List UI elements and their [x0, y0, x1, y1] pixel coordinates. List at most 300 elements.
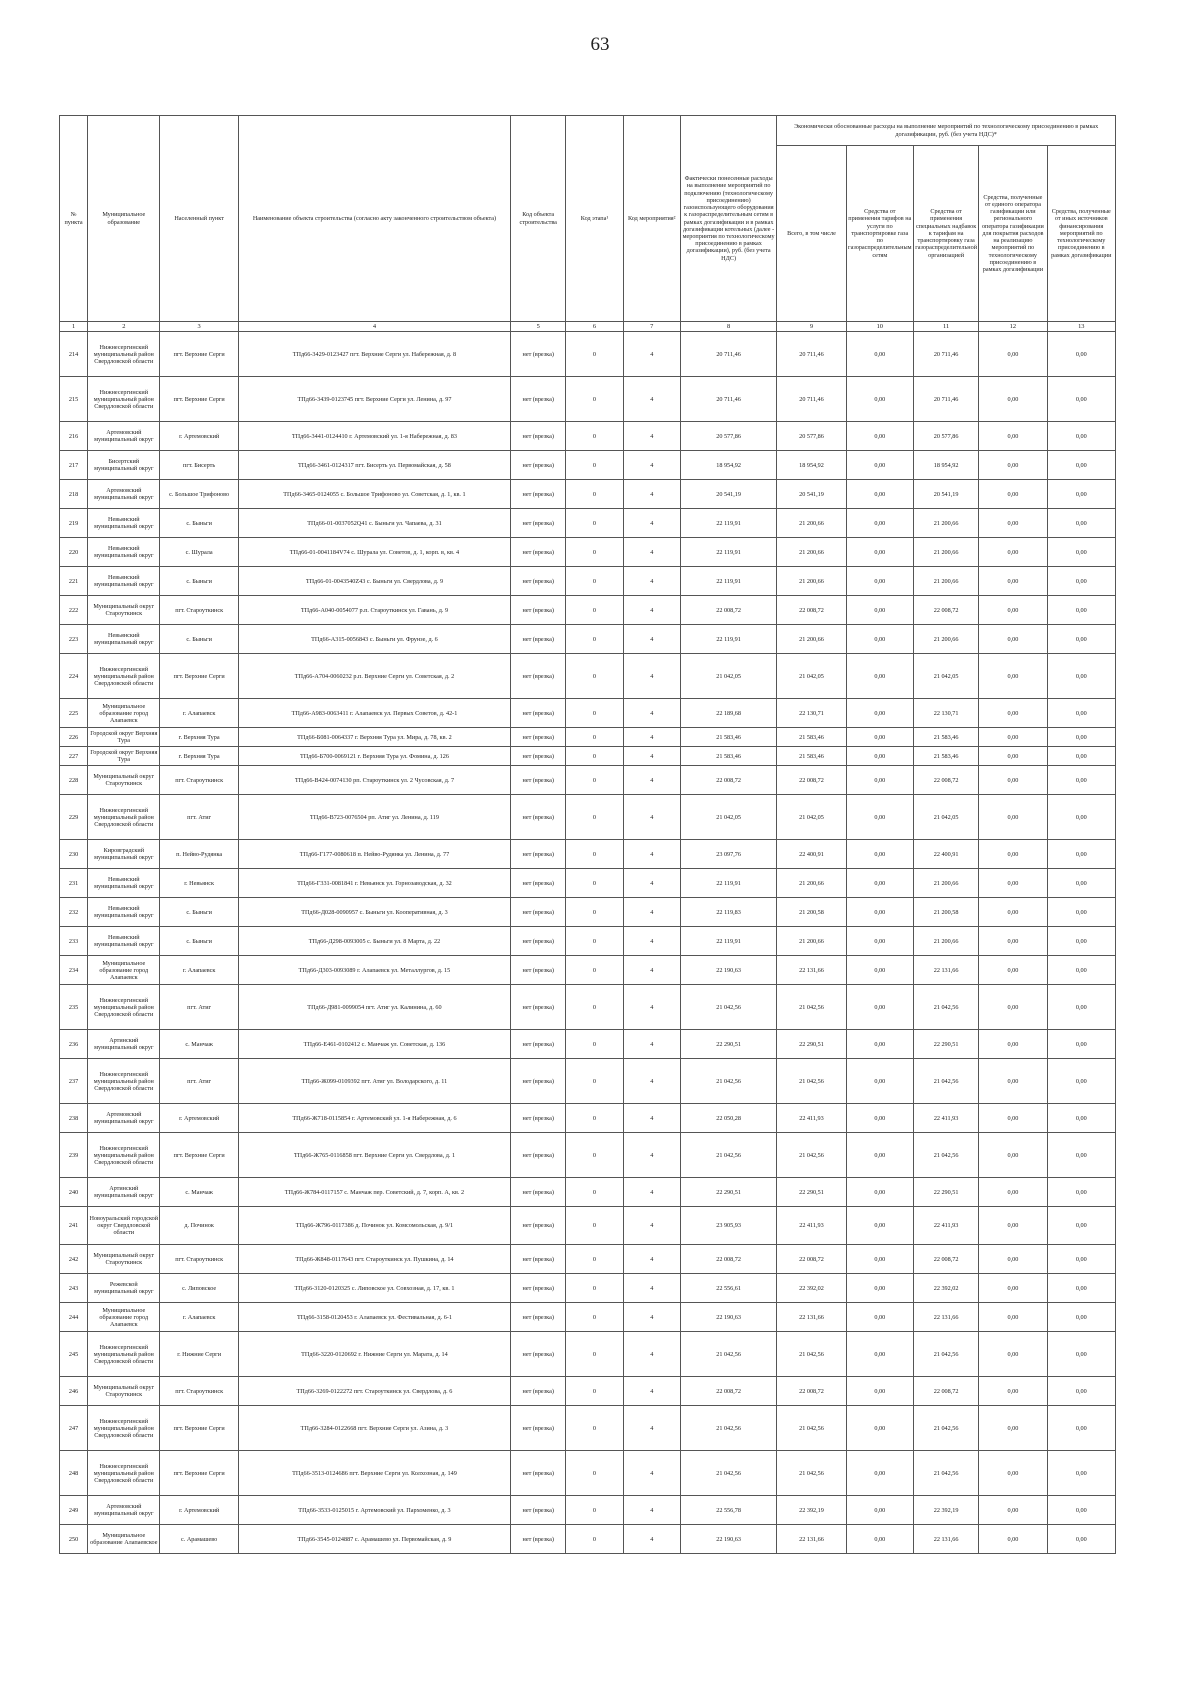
cell-stage-code: 0	[566, 795, 623, 840]
cell-other-funds: 0,00	[1047, 1451, 1115, 1496]
cell-object-code: нет (врезка)	[511, 1245, 566, 1274]
cell-object-code: нет (врезка)	[511, 596, 566, 625]
cell-total: 21 042,56	[777, 1059, 846, 1104]
cell-actual-costs: 22 008,72	[680, 1377, 776, 1406]
header-municipality: Муниципальное образование	[88, 116, 160, 322]
cell-operator-funds: 0,00	[979, 654, 1047, 699]
cell-object-name: ТПд66-В723-0076504 рп. Атиг ул. Ленина, д. 119	[238, 795, 510, 840]
cell-settlement: пгт. Атиг	[160, 1059, 238, 1104]
cell-object-code: нет (врезка)	[511, 840, 566, 869]
cell-row-number: 221	[60, 567, 88, 596]
cell-other-funds: 0,00	[1047, 538, 1115, 567]
cell-municipality: Муниципальный округ Староуткинск	[88, 766, 160, 795]
table-row	[60, 1207, 1116, 1245]
cell-actual-costs: 22 119,83	[680, 898, 776, 927]
cell-surcharge-funds: 20 711,46	[913, 332, 978, 377]
cell-municipality: Нижнесергинский муниципальный район Свердловской области	[88, 1451, 160, 1496]
cell-operator-funds: 0,00	[979, 1406, 1047, 1451]
cell-tariff-funds: 0,00	[846, 1451, 913, 1496]
cell-surcharge-funds: 21 200,66	[913, 869, 978, 898]
cell-municipality: Новоуральский городской округ Свердловской области	[88, 1207, 160, 1245]
cell-settlement: пгт. Староуткинск	[160, 1245, 238, 1274]
cell-tariff-funds: 0,00	[846, 451, 913, 480]
cell-other-funds: 0,00	[1047, 1496, 1115, 1525]
cell-total: 22 131,66	[777, 1525, 846, 1554]
cell-measure-code: 4	[623, 1496, 680, 1525]
cell-object-code: нет (врезка)	[511, 1303, 566, 1332]
cell-total: 22 008,72	[777, 1377, 846, 1406]
cell-object-code: нет (врезка)	[511, 985, 566, 1030]
cell-total: 21 042,56	[777, 1332, 846, 1377]
cell-municipality: Невьянский муниципальный округ	[88, 567, 160, 596]
cell-actual-costs: 21 042,05	[680, 795, 776, 840]
cell-stage-code: 0	[566, 699, 623, 728]
cell-actual-costs: 22 119,91	[680, 509, 776, 538]
cell-object-name: ТПд66-3269-0122272 пгт. Староуткинск ул. Свердлова, д. 6	[238, 1377, 510, 1406]
cell-municipality: Невьянский муниципальный округ	[88, 538, 160, 567]
cell-stage-code: 0	[566, 480, 623, 509]
cell-actual-costs: 20 711,46	[680, 377, 776, 422]
cell-tariff-funds: 0,00	[846, 1303, 913, 1332]
cell-other-funds: 0,00	[1047, 1178, 1115, 1207]
table-row	[60, 1133, 1116, 1178]
cell-surcharge-funds: 22 131,66	[913, 1303, 978, 1332]
cell-row-number: 215	[60, 377, 88, 422]
cell-object-code: нет (врезка)	[511, 766, 566, 795]
cell-other-funds: 0,00	[1047, 422, 1115, 451]
cell-actual-costs: 22 119,91	[680, 927, 776, 956]
cell-measure-code: 4	[623, 377, 680, 422]
cell-tariff-funds: 0,00	[846, 654, 913, 699]
column-number: 13	[1047, 322, 1115, 332]
table-row	[60, 1525, 1116, 1554]
cell-tariff-funds: 0,00	[846, 1207, 913, 1245]
header-other-funds: Средства, полученные от иных источников финансирования мероприятий по технологическому присоединению в рамках догазификации	[1047, 146, 1115, 322]
cell-municipality: Невьянский муниципальный округ	[88, 869, 160, 898]
column-number: 5	[511, 322, 566, 332]
cell-settlement: пгт. Староуткинск	[160, 1377, 238, 1406]
cell-row-number: 236	[60, 1030, 88, 1059]
cell-other-funds: 0,00	[1047, 795, 1115, 840]
cell-row-number: 240	[60, 1178, 88, 1207]
cell-object-name: ТПд66-Д981-0099054 пгт. Атиг ул. Калинина, д. 60	[238, 985, 510, 1030]
cell-total: 22 392,19	[777, 1496, 846, 1525]
cell-surcharge-funds: 21 042,56	[913, 1133, 978, 1178]
cell-surcharge-funds: 22 290,51	[913, 1178, 978, 1207]
cell-tariff-funds: 0,00	[846, 1377, 913, 1406]
cell-total: 22 131,66	[777, 1303, 846, 1332]
cell-tariff-funds: 0,00	[846, 766, 913, 795]
cell-tariff-funds: 0,00	[846, 840, 913, 869]
cell-surcharge-funds: 22 392,02	[913, 1274, 978, 1303]
cell-object-name: ТПд66-А040-0054077 р.п. Староуткинск ул. Гавань, д. 9	[238, 596, 510, 625]
cell-operator-funds: 0,00	[979, 480, 1047, 509]
cell-other-funds: 0,00	[1047, 766, 1115, 795]
cell-operator-funds: 0,00	[979, 898, 1047, 927]
cell-object-code: нет (врезка)	[511, 1451, 566, 1496]
cell-settlement: г. Артемовский	[160, 1496, 238, 1525]
header-object-code: Код объекта строительства	[511, 116, 566, 322]
cell-operator-funds: 0,00	[979, 1525, 1047, 1554]
cell-settlement: г. Верхняя Тура	[160, 747, 238, 766]
cell-object-name: ТПд66-01-0043540Z43 с. Быньги ул. Свердлова, д. 9	[238, 567, 510, 596]
cell-object-name: ТПд66-Ж765-0116858 пгт. Верхние Серги ул. Свердлова, д. 1	[238, 1133, 510, 1178]
cell-measure-code: 4	[623, 1406, 680, 1451]
cell-row-number: 243	[60, 1274, 88, 1303]
cell-surcharge-funds: 21 200,66	[913, 927, 978, 956]
cell-tariff-funds: 0,00	[846, 625, 913, 654]
cell-measure-code: 4	[623, 1303, 680, 1332]
table-row	[60, 422, 1116, 451]
cell-object-name: ТПд66-А704-0060232 р.п. Верхние Серги ул. Советская, д. 2	[238, 654, 510, 699]
cell-settlement: с. Большое Трифоново	[160, 480, 238, 509]
table-row	[60, 480, 1116, 509]
cell-row-number: 232	[60, 898, 88, 927]
cell-total: 21 200,66	[777, 927, 846, 956]
cell-stage-code: 0	[566, 596, 623, 625]
cell-actual-costs: 23 905,93	[680, 1207, 776, 1245]
cell-operator-funds: 0,00	[979, 1377, 1047, 1406]
cell-settlement: с. Быньги	[160, 567, 238, 596]
cell-actual-costs: 21 583,46	[680, 728, 776, 747]
cell-municipality: Нижнесергинский муниципальный район Свердловской области	[88, 1059, 160, 1104]
cell-measure-code: 4	[623, 840, 680, 869]
cell-object-name: ТПд66-Д028-0090957 с. Быньги ул. Кооперативная, д. 3	[238, 898, 510, 927]
cell-operator-funds: 0,00	[979, 422, 1047, 451]
cell-stage-code: 0	[566, 1059, 623, 1104]
cell-total: 20 541,19	[777, 480, 846, 509]
cell-object-code: нет (врезка)	[511, 956, 566, 985]
cell-measure-code: 4	[623, 1059, 680, 1104]
header-measure-code: Код мероприятия²	[623, 116, 680, 322]
column-number: 7	[623, 322, 680, 332]
cell-object-name: ТПд66-В424-0074130 рп. Староуткинск ул. 2 Чусовская, д. 7	[238, 766, 510, 795]
cell-settlement: пгт. Староуткинск	[160, 596, 238, 625]
cell-row-number: 229	[60, 795, 88, 840]
cell-object-name: ТПд66-3513-0124686 пгт. Верхние Серги ул. Колхозная, д. 149	[238, 1451, 510, 1496]
cell-municipality: Нижнесергинский муниципальный район Свердловской области	[88, 1406, 160, 1451]
cell-row-number: 250	[60, 1525, 88, 1554]
cell-object-name: ТПд66-Ж848-0117643 пгт. Староуткинск ул. Пушкина, д. 14	[238, 1245, 510, 1274]
column-number: 9	[777, 322, 846, 332]
cell-actual-costs: 21 042,56	[680, 1451, 776, 1496]
cell-actual-costs: 22 008,72	[680, 1245, 776, 1274]
cell-tariff-funds: 0,00	[846, 747, 913, 766]
cell-actual-costs: 23 097,76	[680, 840, 776, 869]
cell-total: 21 200,66	[777, 509, 846, 538]
cell-tariff-funds: 0,00	[846, 927, 913, 956]
cell-object-name: ТПд66-Г177-0080618 п. Нейво-Рудянка ул. Ленина, д. 77	[238, 840, 510, 869]
cell-settlement: п. Нейво-Рудянка	[160, 840, 238, 869]
cell-measure-code: 4	[623, 567, 680, 596]
cell-surcharge-funds: 18 954,92	[913, 451, 978, 480]
cell-row-number: 238	[60, 1104, 88, 1133]
cell-total: 21 042,05	[777, 795, 846, 840]
cell-tariff-funds: 0,00	[846, 1104, 913, 1133]
cell-object-name: ТПд66-3429-0123427 пгт. Верхние Серги ул. Набережная, д. 8	[238, 332, 510, 377]
cell-municipality: Нижнесергинский муниципальный район Свердловской области	[88, 654, 160, 699]
cell-other-funds: 0,00	[1047, 509, 1115, 538]
cell-stage-code: 0	[566, 1496, 623, 1525]
cell-row-number: 247	[60, 1406, 88, 1451]
cell-tariff-funds: 0,00	[846, 1059, 913, 1104]
cell-municipality: Нижнесергинский муниципальный район Свердловской области	[88, 795, 160, 840]
cell-row-number: 237	[60, 1059, 88, 1104]
cell-operator-funds: 0,00	[979, 869, 1047, 898]
cell-other-funds: 0,00	[1047, 927, 1115, 956]
cell-actual-costs: 18 954,92	[680, 451, 776, 480]
cell-object-name: ТПд66-3545-0124887 с. Арамашево ул. Первомайская, д. 9	[238, 1525, 510, 1554]
cell-row-number: 239	[60, 1133, 88, 1178]
table-row	[60, 747, 1116, 766]
cell-surcharge-funds: 22 130,71	[913, 699, 978, 728]
cell-object-code: нет (врезка)	[511, 747, 566, 766]
cell-tariff-funds: 0,00	[846, 1178, 913, 1207]
cell-municipality: Невьянский муниципальный округ	[88, 625, 160, 654]
cell-total: 21 200,66	[777, 567, 846, 596]
cell-settlement: г. Верхняя Тура	[160, 728, 238, 747]
cell-operator-funds: 0,00	[979, 766, 1047, 795]
table-row	[60, 927, 1116, 956]
cell-municipality: Артемовский муниципальный округ	[88, 422, 160, 451]
cell-row-number: 226	[60, 728, 88, 747]
cell-tariff-funds: 0,00	[846, 567, 913, 596]
cell-object-name: ТПд66-3439-0123745 пгт. Верхние Серги ул. Ленина, д. 97	[238, 377, 510, 422]
table-row	[60, 1104, 1116, 1133]
cell-object-code: нет (врезка)	[511, 728, 566, 747]
cell-other-funds: 0,00	[1047, 840, 1115, 869]
table-row	[60, 1451, 1116, 1496]
table-row	[60, 1245, 1116, 1274]
cell-surcharge-funds: 20 541,19	[913, 480, 978, 509]
cell-other-funds: 0,00	[1047, 747, 1115, 766]
cell-actual-costs: 20 541,19	[680, 480, 776, 509]
cell-stage-code: 0	[566, 898, 623, 927]
cell-object-code: нет (врезка)	[511, 1178, 566, 1207]
cell-object-code: нет (врезка)	[511, 654, 566, 699]
cell-municipality: Муниципальный округ Староуткинск	[88, 1245, 160, 1274]
cell-operator-funds: 0,00	[979, 699, 1047, 728]
cell-total: 22 131,66	[777, 956, 846, 985]
cell-measure-code: 4	[623, 509, 680, 538]
cell-operator-funds: 0,00	[979, 1332, 1047, 1377]
cell-settlement: с. Быньги	[160, 898, 238, 927]
cell-object-code: нет (врезка)	[511, 1207, 566, 1245]
cell-municipality: Нижнесергинский муниципальный район Свердловской области	[88, 377, 160, 422]
cell-operator-funds: 0,00	[979, 1245, 1047, 1274]
column-number: 11	[913, 322, 978, 332]
cell-measure-code: 4	[623, 795, 680, 840]
cell-measure-code: 4	[623, 332, 680, 377]
cell-settlement: г. Невьянск	[160, 869, 238, 898]
cell-surcharge-funds: 22 131,66	[913, 1525, 978, 1554]
cell-operator-funds: 0,00	[979, 1133, 1047, 1178]
column-number: 1	[60, 322, 88, 332]
cell-row-number: 228	[60, 766, 88, 795]
cell-other-funds: 0,00	[1047, 480, 1115, 509]
cell-operator-funds: 0,00	[979, 840, 1047, 869]
cell-surcharge-funds: 21 200,66	[913, 509, 978, 538]
cell-object-name: ТПд66-А983-0063411 г. Алапаевск ул. Первых Советов, д. 42-1	[238, 699, 510, 728]
column-number: 8	[680, 322, 776, 332]
cell-municipality: Артемовский муниципальный округ	[88, 1104, 160, 1133]
cell-municipality: Городской округ Верхняя Тура	[88, 728, 160, 747]
cell-measure-code: 4	[623, 985, 680, 1030]
cell-stage-code: 0	[566, 985, 623, 1030]
cell-measure-code: 4	[623, 898, 680, 927]
cell-actual-costs: 21 042,56	[680, 1133, 776, 1178]
cell-other-funds: 0,00	[1047, 1303, 1115, 1332]
cell-settlement: с. Быньги	[160, 927, 238, 956]
cell-surcharge-funds: 22 411,93	[913, 1104, 978, 1133]
cell-row-number: 220	[60, 538, 88, 567]
cell-stage-code: 0	[566, 1377, 623, 1406]
cell-actual-costs: 22 008,72	[680, 766, 776, 795]
cell-object-name: ТПд66-Ж099-0109392 пгт. Атиг ул. Володарского, д. 11	[238, 1059, 510, 1104]
cell-surcharge-funds: 21 200,66	[913, 625, 978, 654]
cell-municipality: Невьянский муниципальный округ	[88, 927, 160, 956]
cell-tariff-funds: 0,00	[846, 1525, 913, 1554]
column-number: 6	[566, 322, 623, 332]
cell-settlement: пгт. Верхние Серги	[160, 1406, 238, 1451]
cell-total: 22 411,93	[777, 1207, 846, 1245]
cell-total: 21 200,66	[777, 625, 846, 654]
cell-object-name: ТПд66-Б081-0064337 г. Верхняя Тура ул. Мира, д. 78, кв. 2	[238, 728, 510, 747]
cell-object-code: нет (врезка)	[511, 1496, 566, 1525]
cell-other-funds: 0,00	[1047, 956, 1115, 985]
cell-surcharge-funds: 21 583,46	[913, 747, 978, 766]
cell-row-number: 216	[60, 422, 88, 451]
cell-operator-funds: 0,00	[979, 1303, 1047, 1332]
cell-operator-funds: 0,00	[979, 956, 1047, 985]
cell-stage-code: 0	[566, 509, 623, 538]
cell-tariff-funds: 0,00	[846, 1406, 913, 1451]
cell-total: 22 392,02	[777, 1274, 846, 1303]
cell-total: 21 583,46	[777, 747, 846, 766]
table-row	[60, 509, 1116, 538]
cell-row-number: 233	[60, 927, 88, 956]
cell-surcharge-funds: 22 008,72	[913, 766, 978, 795]
cell-total: 22 008,72	[777, 766, 846, 795]
cell-total: 22 290,51	[777, 1030, 846, 1059]
header-total: Всего, в том числе	[777, 146, 846, 322]
cell-tariff-funds: 0,00	[846, 1245, 913, 1274]
cell-actual-costs: 22 190,63	[680, 956, 776, 985]
cell-object-name: ТПд66-3284-0122668 пгт. Верхние Серги ул. Азина, д. 3	[238, 1406, 510, 1451]
cell-surcharge-funds: 21 042,56	[913, 1451, 978, 1496]
cell-municipality: Невьянский муниципальный округ	[88, 898, 160, 927]
cell-measure-code: 4	[623, 1332, 680, 1377]
cell-surcharge-funds: 22 290,51	[913, 1030, 978, 1059]
cell-row-number: 219	[60, 509, 88, 538]
cell-object-code: нет (врезка)	[511, 1274, 566, 1303]
cell-object-name: ТПд66-Ж796-0117386 д. Починок ул. Комсомольская, д. 9/1	[238, 1207, 510, 1245]
cell-actual-costs: 22 119,91	[680, 869, 776, 898]
cell-municipality: Артинский муниципальный округ	[88, 1030, 160, 1059]
table-row	[60, 1496, 1116, 1525]
cell-stage-code: 0	[566, 451, 623, 480]
header-operator-funds: Средства, полученные от единого оператора газификации или регионального оператора газификации для покрытия расходов на реализацию мероприятий по технологическому присоединению в рамках догазификации	[979, 146, 1047, 322]
cell-settlement: пгт. Бисерть	[160, 451, 238, 480]
table-row	[60, 766, 1116, 795]
cell-operator-funds: 0,00	[979, 927, 1047, 956]
cell-actual-costs: 22 050,28	[680, 1104, 776, 1133]
cell-stage-code: 0	[566, 625, 623, 654]
cell-settlement: пгт. Верхние Серги	[160, 1451, 238, 1496]
cell-stage-code: 0	[566, 869, 623, 898]
cell-surcharge-funds: 21 200,66	[913, 538, 978, 567]
column-number: 3	[160, 322, 238, 332]
cell-measure-code: 4	[623, 538, 680, 567]
cell-other-funds: 0,00	[1047, 699, 1115, 728]
cell-municipality: Кировградский муниципальный округ	[88, 840, 160, 869]
cell-surcharge-funds: 21 200,66	[913, 567, 978, 596]
cell-other-funds: 0,00	[1047, 1406, 1115, 1451]
cell-other-funds: 0,00	[1047, 625, 1115, 654]
cell-settlement: г. Алапаевск	[160, 1303, 238, 1332]
cell-object-name: ТПд66-01-0041184V74 с. Шурала ул. Советов, д. 1, корп. в, кв. 4	[238, 538, 510, 567]
cell-object-name: ТПд66-Б700-0069121 г. Верхняя Тура ул. Фомина, д. 126	[238, 747, 510, 766]
cell-object-code: нет (врезка)	[511, 451, 566, 480]
cell-actual-costs: 21 583,46	[680, 747, 776, 766]
cell-row-number: 245	[60, 1332, 88, 1377]
cell-total: 22 008,72	[777, 596, 846, 625]
cell-settlement: г. Алапаевск	[160, 956, 238, 985]
cell-municipality: Артинский муниципальный округ	[88, 1178, 160, 1207]
cell-object-code: нет (врезка)	[511, 377, 566, 422]
cell-object-code: нет (врезка)	[511, 1332, 566, 1377]
table-row	[60, 728, 1116, 747]
cell-operator-funds: 0,00	[979, 1178, 1047, 1207]
cell-other-funds: 0,00	[1047, 1059, 1115, 1104]
table-row	[60, 625, 1116, 654]
cell-settlement: пгт. Атиг	[160, 985, 238, 1030]
cell-actual-costs: 21 042,05	[680, 654, 776, 699]
column-number: 12	[979, 322, 1047, 332]
cell-other-funds: 0,00	[1047, 1133, 1115, 1178]
cell-tariff-funds: 0,00	[846, 1496, 913, 1525]
cell-measure-code: 4	[623, 927, 680, 956]
cell-other-funds: 0,00	[1047, 332, 1115, 377]
cell-settlement: пгт. Верхние Серги	[160, 332, 238, 377]
cell-municipality: Муниципальное образование город Алапаевск	[88, 1303, 160, 1332]
cell-row-number: 248	[60, 1451, 88, 1496]
cell-measure-code: 4	[623, 869, 680, 898]
cell-settlement: с. Арамашево	[160, 1525, 238, 1554]
cell-surcharge-funds: 21 042,56	[913, 1406, 978, 1451]
cell-row-number: 231	[60, 869, 88, 898]
cell-row-number: 222	[60, 596, 88, 625]
cell-operator-funds: 0,00	[979, 1451, 1047, 1496]
cell-row-number: 234	[60, 956, 88, 985]
cell-other-funds: 0,00	[1047, 728, 1115, 747]
cell-row-number: 242	[60, 1245, 88, 1274]
cell-operator-funds: 0,00	[979, 728, 1047, 747]
cell-measure-code: 4	[623, 451, 680, 480]
cell-actual-costs: 22 556,61	[680, 1274, 776, 1303]
cell-row-number: 214	[60, 332, 88, 377]
cell-actual-costs: 21 042,56	[680, 1406, 776, 1451]
cell-total: 21 200,66	[777, 869, 846, 898]
cell-tariff-funds: 0,00	[846, 985, 913, 1030]
table-header	[60, 116, 1116, 332]
cell-row-number: 246	[60, 1377, 88, 1406]
cell-tariff-funds: 0,00	[846, 956, 913, 985]
cell-surcharge-funds: 20 577,86	[913, 422, 978, 451]
cell-operator-funds: 0,00	[979, 377, 1047, 422]
cell-other-funds: 0,00	[1047, 1030, 1115, 1059]
cell-actual-costs: 22 290,51	[680, 1030, 776, 1059]
